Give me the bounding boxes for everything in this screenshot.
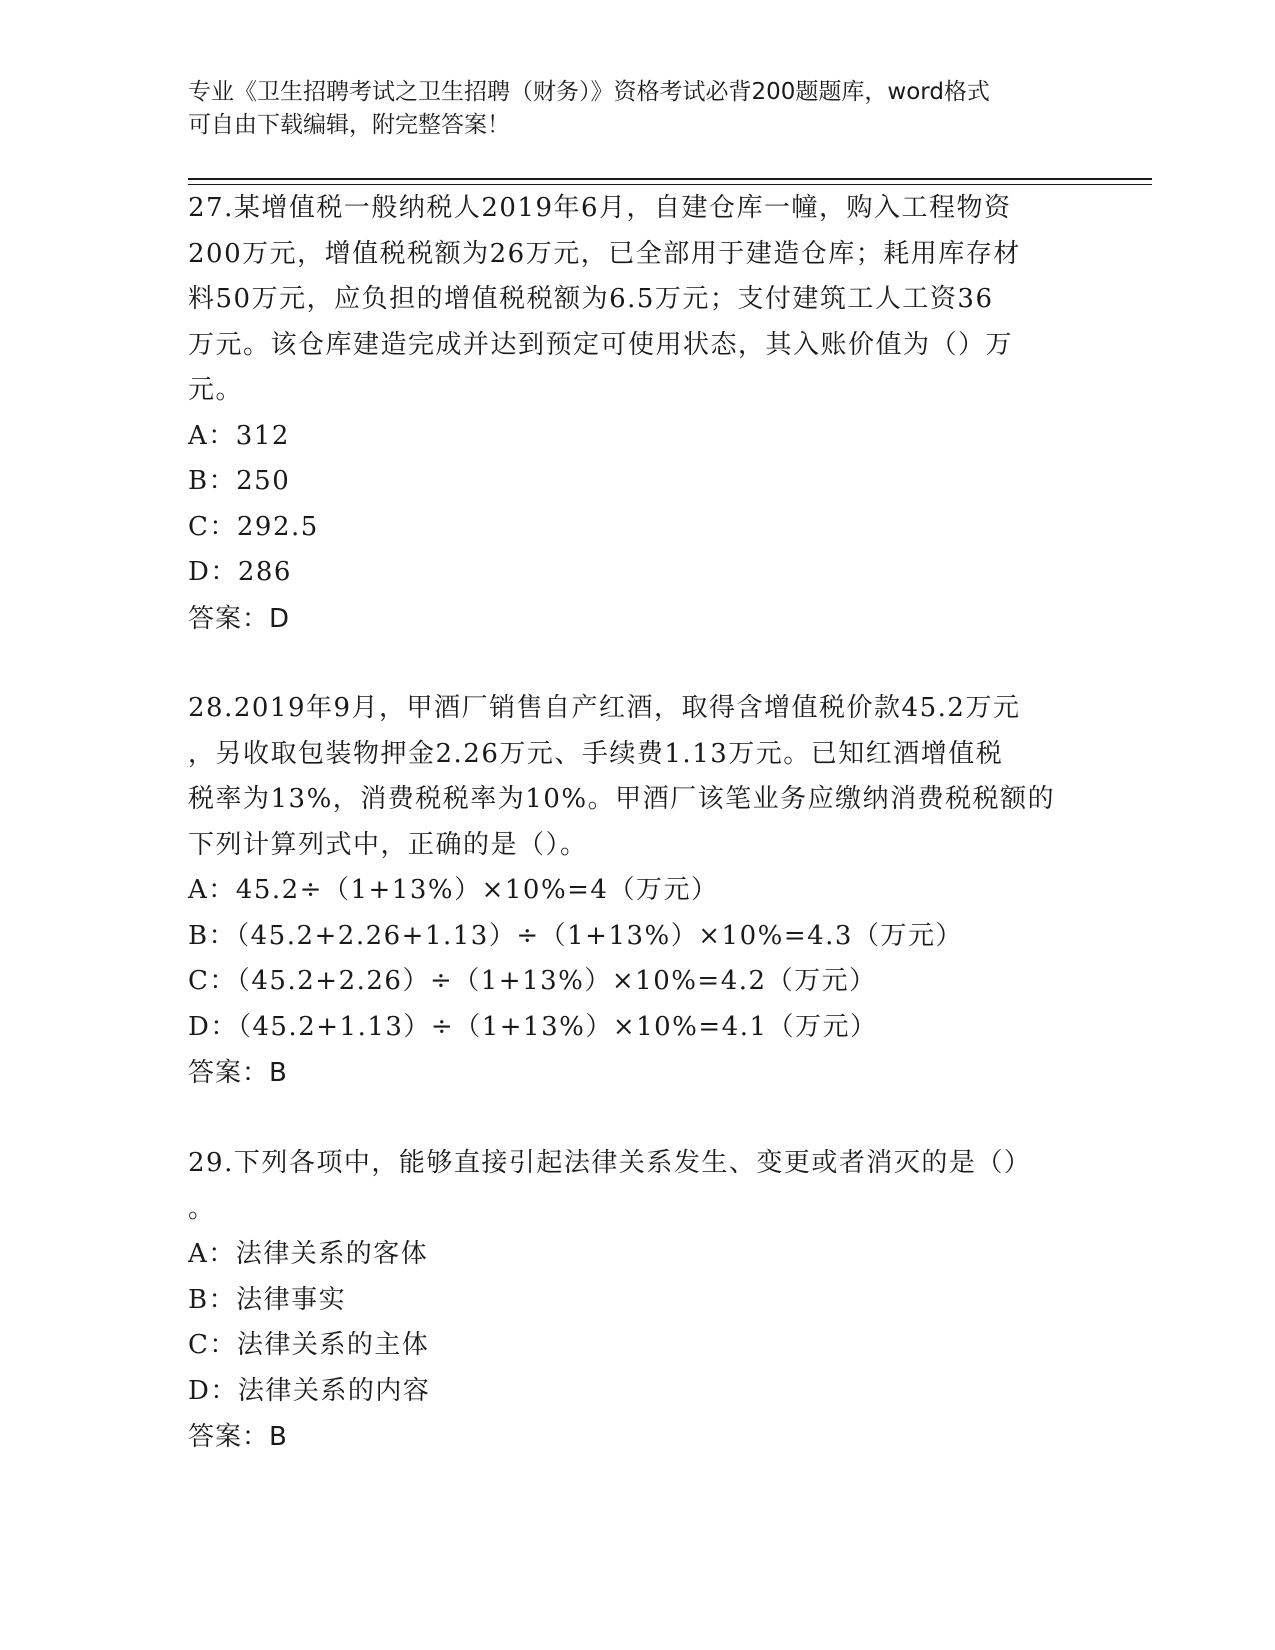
question-line: 税率为13%，消费税税率为10%。甲酒厂该笔业务应缴纳消费税税额的 <box>188 784 1056 814</box>
header-divider-thin <box>188 184 1152 185</box>
option-c: C：292.5 <box>188 511 319 542</box>
option-a: A：法律关系的客体 <box>188 1239 429 1269</box>
question-29 <box>188 1141 1088 1460</box>
document-header <box>188 76 1088 142</box>
question-line: 下列计算列式中，正确的是（）。 <box>188 829 588 860</box>
question-line: 万元。该仓库建造完成并达到预定可使用状态，其入账价值为（）万 <box>188 329 1014 360</box>
option-c: C：（45.2+2.26）÷（1+13%）×10%=4.2（万元） <box>188 966 877 996</box>
question-text <box>188 186 1088 414</box>
question-line: 28.2019年9月，甲酒厂销售自产红酒，取得含增值税价款45.2万元 <box>188 693 1021 723</box>
header-divider-thick <box>188 178 1152 180</box>
option-d: D：法律关系的内容 <box>188 1375 431 1406</box>
answer-line: 答案：D <box>188 603 291 634</box>
option-c: C：法律关系的主体 <box>188 1330 430 1360</box>
question-line: ，另收取包装物押金2.26万元、手续费1.13万元。已知红酒增值税 <box>188 738 1004 769</box>
question-line: 27.某增值税一般纳税人2019年6月，自建仓库一幢，购入工程物资 <box>188 193 1012 223</box>
question-line: 200万元，增值税税额为26万元，已全部用于建造仓库；耗用库存材 <box>188 238 1021 269</box>
question-line: 。 <box>188 1193 216 1224</box>
question-line: 元。 <box>188 375 244 405</box>
question-line: 料50万元，应负担的增值税税额为6.5万元；支付建筑工人工资36 <box>188 284 994 314</box>
answer-line: 答案：B <box>188 1058 288 1088</box>
question-line: 29.下列各项中，能够直接引起法律关系发生、变更或者消灭的是（） <box>188 1148 1032 1178</box>
option-b: B：（45.2+2.26+1.13）÷（1+13%）×10%=4.3（万元） <box>188 920 963 951</box>
option-d: D：286 <box>188 557 292 587</box>
question-text <box>188 1141 1088 1232</box>
header-line: 专业《卫生招聘考试之卫生招聘（财务）》资格考试必背200题题库，word格式 <box>188 79 990 105</box>
question-text <box>188 686 1088 868</box>
question-28 <box>188 686 1088 1096</box>
question-27 <box>188 186 1088 642</box>
option-d: D：（45.2+1.13）÷（1+13%）×10%=4.1（万元） <box>188 1011 878 1042</box>
answer-line: 答案：B <box>188 1422 288 1452</box>
header-line: 可自由下载编辑，附完整答案！ <box>188 112 510 138</box>
option-a: A：312 <box>188 420 290 451</box>
option-b: B：法律事实 <box>188 1284 347 1315</box>
option-b: B：250 <box>188 466 291 496</box>
option-a: A：45.2÷（1+13%）×10%=4（万元） <box>188 875 719 905</box>
